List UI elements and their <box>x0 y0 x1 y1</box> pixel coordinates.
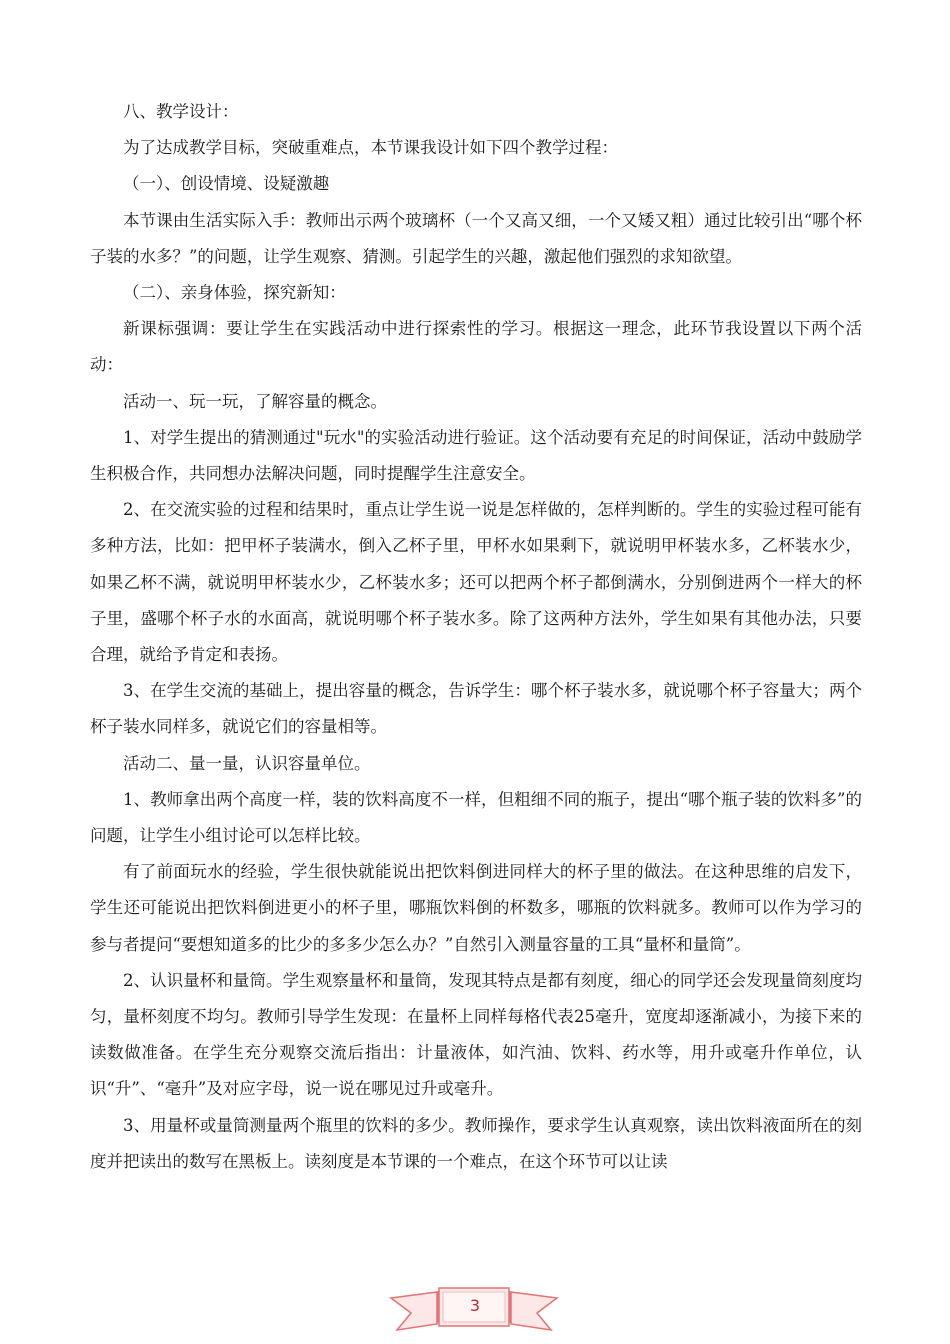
subsection-heading: （一）、创设情境、设疑激趣 <box>123 174 330 194</box>
paragraph: 2、认识量杯和量筒。学生观察量杯和量筒，发现其特点是都有刻度，细心的同学还会发现量筒刻度均匀，量杯刻度不均匀。教师引导学生发现：在量杯上同样每格代表25毫升，宽度却逐渐减小，为接下来的读数做准备。在学生充分观察交流后指出：计量液体，如汽油、饮料、药水等，用升或毫升作单位，认识“升”、“毫升”及对应字母，说一说在哪见过升或毫升。 <box>90 970 862 1099</box>
paragraph: 本节课由生活实际入手：教师出示两个玻璃杯（一个又高又细，一个又矮又粗）通过比较引出“哪个杯子装的水多？”的问题，让学生观察、猜测。引起学生的兴趣，激起他们强烈的求知欲望。 <box>90 210 862 266</box>
paragraph: 1、对学生提出的猜测通过"玩水"的实验活动进行验证。这个活动要有充足的时间保证，活动中鼓励学生积极合作，共同想办法解决问题，同时提醒学生注意安全。 <box>90 427 862 484</box>
activity-heading: 活动二、量一量，认识容量单位。 <box>123 753 371 773</box>
paragraph: 有了前面玩水的经验，学生很快就能说出把饮料倒进同样大的杯子里的做法。在这种思维的启发下，学生还可能说出把饮料倒进更小的杯子里，哪瓶饮料倒的杯数多，哪瓶的饮料就多。教师可以作为学习的参与者提问“要想知道多的比少的多多少怎么办？”自然引入测量容量的工具“量杯和量筒”。 <box>90 862 862 954</box>
body-text <box>90 94 862 1180</box>
paragraph: 新课标强调：要让学生在实践活动中进行探索性的学习。根据这一理念，此环节我设置以下两个活动： <box>90 319 862 375</box>
page-number: 3 <box>469 1296 481 1315</box>
paragraph: 为了达成教学目标，突破重难点，本节课我设计如下四个教学过程： <box>123 138 618 158</box>
paragraph: 2、在交流实验的过程和结果时，重点让学生说一说是怎样做的，怎样判断的。学生的实验过程可能有多种方法，比如：把甲杯子装满水，倒入乙杯子里，甲杯水如果剩下，就说明甲杯装水多，乙杯装水少，如果乙杯不满，就说明甲杯装水少，乙杯装水多；还可以把两个杯子都倒满水，分别倒进两个一样大的杯子里，盛哪个杯子水的水面高，就说明哪个杯子装水多。除了这两种方法外，学生如果有其他办法，只要合理，就给予肯定和表扬。 <box>90 500 862 665</box>
paragraph: 3、用量杯或量筒测量两个瓶里的饮料的多少。教师操作，要求学生认真观察，读出饮料液面所在的刻度并把读出的数写在黑板上。读刻度是本节课的一个难点，在这个环节可以让读 <box>90 1115 862 1171</box>
subsection-heading: （二）、亲身体验，探究新知： <box>123 283 346 303</box>
section-heading: 八、教学设计： <box>123 102 239 121</box>
activity-heading: 活动一、玩一玩，了解容量的概念。 <box>123 391 387 411</box>
paragraph: 1、教师拿出两个高度一样，装的饮料高度不一样，但粗细不同的瓶子，提出“哪个瓶子装的饮料多”的问题，让学生小组讨论可以怎样比较。 <box>90 789 862 846</box>
paragraph: 3、在学生交流的基础上，提出容量的概念，告诉学生：哪个杯子装水多，就说哪个杯子容量大；两个杯子装水同样多，就说它们的容量相等。 <box>90 681 862 737</box>
